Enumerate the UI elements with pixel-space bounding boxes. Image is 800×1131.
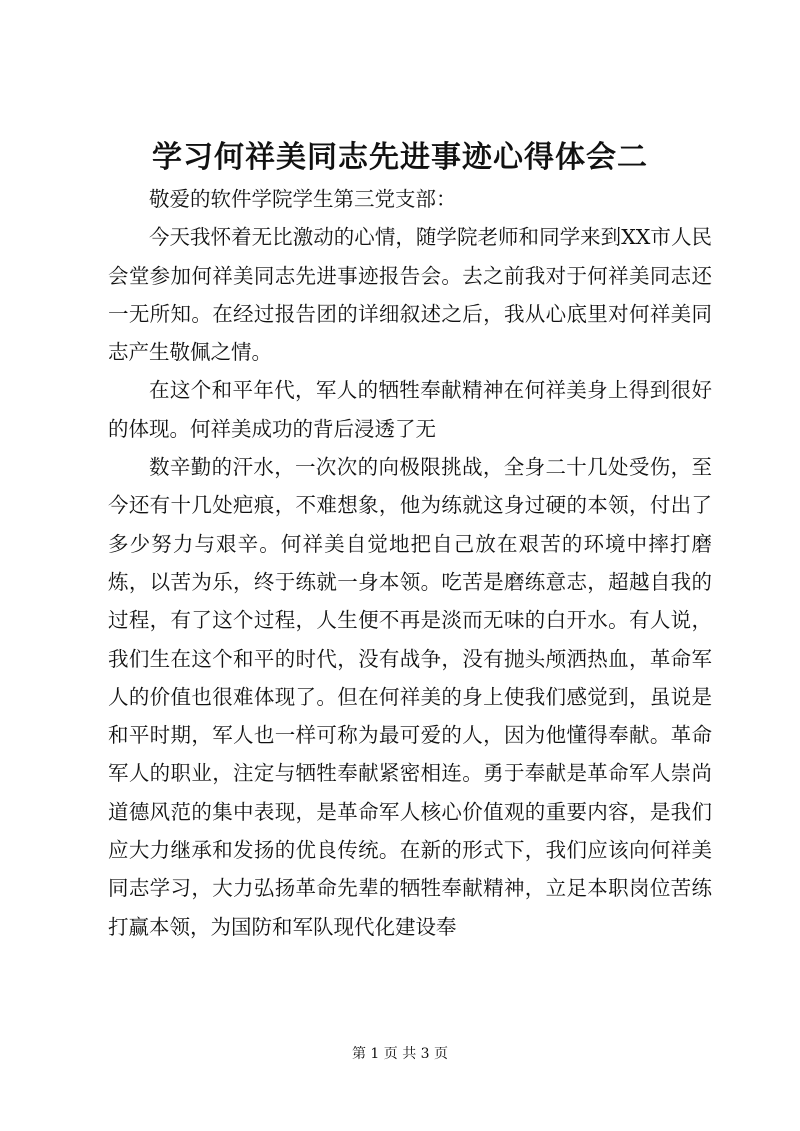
page-number: 第 1 页 共 3 页 [351, 1046, 449, 1062]
paragraph-3: 数辛勤的汗水，一次次的向极限挑战，全身二十几处受伤，至今还有十几处疤痕，不难想象，他为练就这身过硬的本领，付出了多少努力与艰辛。何祥美自觉地把自己放在艰苦的环境中摔打磨炼，以苦为乐，终于练就一身本领。吃苦是磨练意志，超越自我的过程，有了这个过程，人生便不再是淡而无味的白开水。有人说，我们生在这个和平的时代，没有战争，没有抛头颅洒热血，革命军人的价值也很难体现了。但在何祥美的身上使我们感觉到，虽说是和平时期，军人也一样可称为最可爱的人，因为他懂得奉献。革命军人的职业，注定与牺牲奉献紧密相连。勇于奉献是革命军人崇尚道德风范的集中表现，是革命军人核心价值观的重要内容，是我们应大力继承和发扬的优良传统。在新的形式下，我们应该向何祥美同志学习，大力弘扬革命先辈的牺牲奉献精神，立足本职岗位苦练打赢本领，为国防和军队现代化建设奉 [108, 455, 712, 939]
paragraph-1: 今天我怀着无比激动的心情，随学院老师和同学来到XX市人民会堂参加何祥美同志先进事迹报告会。去之前我对于何祥美同志还一无所知。在经过报告团的详细叙述之后，我从心底里对何祥美同志产生敬佩之情。 [108, 225, 712, 365]
paragraph-2: 在这个和平年代，军人的牺牲奉献精神在何祥美身上得到很好的体现。何祥美成功的背后浸透了无 [108, 378, 712, 441]
document-body [108, 180, 712, 946]
salutation: 敬爱的软件学院学生第三党支部： [149, 187, 457, 211]
page-title: 学习何祥美同志先进事迹心得体会二 [152, 140, 648, 175]
